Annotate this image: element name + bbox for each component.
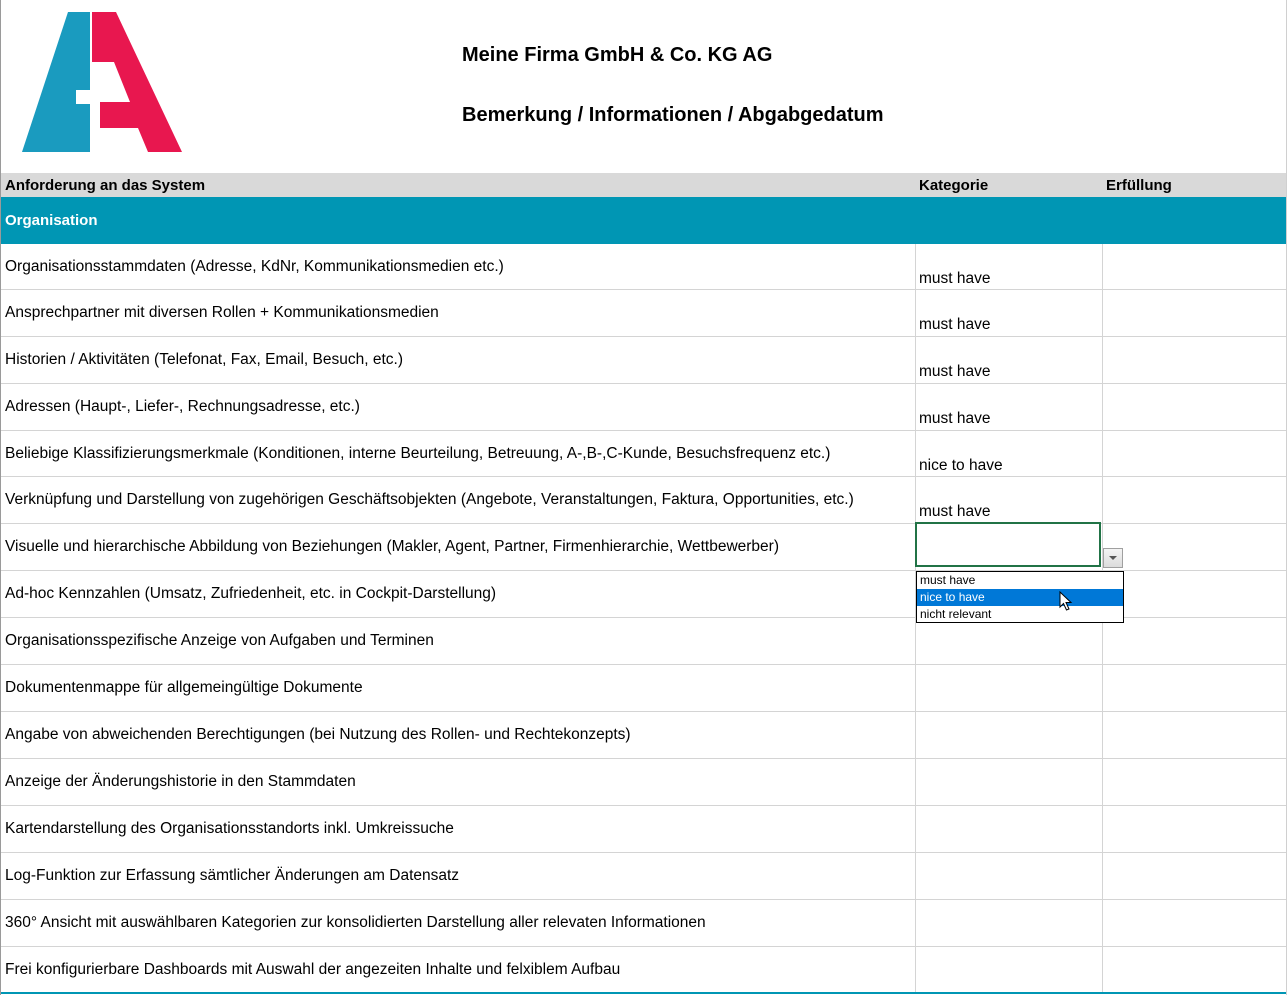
company-title: Meine Firma GmbH & Co. KG AG [462,44,773,66]
requirement-cell[interactable]: Angabe von abweichenden Berechtigungen (bei Nutzung des Rollen- und Rechtekonzepts) [5,726,631,743]
table-row[interactable] [1,947,1286,994]
selected-category-cell[interactable] [915,522,1101,567]
category-cell[interactable]: must have [919,503,991,520]
table-row[interactable] [1,290,1286,337]
table-row[interactable] [1,900,1286,947]
document-subtitle: Bemerkung / Informationen / Abgabgedatum [462,104,884,126]
column-header-category[interactable]: Kategorie [919,177,989,194]
requirement-cell[interactable]: Frei konfigurierbare Dashboards mit Auswahl der angezeiten Inhalte und felxiblem Aufbau [5,961,621,978]
dropdown-arrow-icon[interactable] [1103,548,1123,568]
requirement-cell[interactable]: Organisationsstammdaten (Adresse, KdNr, Kommunikationsmedien etc.) [5,258,504,275]
requirement-cell[interactable]: Ansprechpartner mit diversen Rollen + Kommunikationsmedien [5,304,439,321]
category-cell[interactable]: must have [919,410,991,427]
requirement-cell[interactable]: Adressen (Haupt-, Liefer-, Rechnungsadresse, etc.) [5,398,360,415]
requirement-cell[interactable]: Visuelle und hierarchische Abbildung von Beziehungen (Makler, Agent, Partner, Firmenhierarchie, Wettbewerber) [5,538,780,555]
dropdown-option-nicht-relevant[interactable]: nicht relevant [920,607,992,621]
dropdown-option-must-have[interactable]: must have [920,573,976,587]
requirement-cell[interactable]: Verknüpfung und Darstellung von zugehörigen Geschäftsobjekten (Angebote, Veranstaltungen, Faktura, Opportunities, etc.) [5,491,854,508]
category-cell[interactable]: must have [919,316,991,333]
category-cell[interactable]: must have [919,363,991,380]
category-dropdown-list[interactable] [916,571,1124,623]
category-cell[interactable]: nice to have [919,457,1003,474]
table-row[interactable] [1,244,1286,290]
letter-a-logo-icon [20,10,185,155]
dropdown-option-nice-to-have[interactable]: nice to have [917,589,1123,606]
column-header-fulfillment[interactable]: Erfüllung [1106,177,1172,194]
table-row[interactable] [1,431,1286,477]
table-row[interactable] [1,477,1286,524]
column-header-requirement[interactable]: Anforderung an das System [5,177,206,194]
table-row[interactable] [1,337,1286,384]
requirement-cell[interactable]: Organisationsspezifische Anzeige von Aufgaben und Terminen [5,632,434,649]
requirement-cell[interactable]: Anzeige der Änderungshistorie in den Stammdaten [5,773,356,790]
table-row[interactable] [1,384,1286,431]
category-cell[interactable]: must have [919,270,991,287]
requirement-cell[interactable]: Historien / Aktivitäten (Telefonat, Fax, Email, Besuch, etc.) [5,351,403,368]
table-bottom-border [1,992,1286,994]
requirement-cell[interactable]: 360° Ansicht mit auswählbaren Kategorien zur konsolidierten Darstellung aller relevaten Informationen [5,914,706,931]
table-row[interactable] [1,759,1286,806]
column-header-row [1,173,1286,197]
table-row[interactable] [1,806,1286,853]
requirement-cell[interactable]: Log-Funktion zur Erfassung sämtlicher Änderungen am Datensatz [5,867,460,884]
mouse-pointer-icon [1059,591,1073,612]
requirement-cell[interactable]: Beliebige Klassifizierungsmerkmale (Konditionen, interne Beurteilung, Betreuung, A-,B-,C-Kunde, Besuchsfrequenz etc.) [5,445,831,462]
table-row[interactable] [1,665,1286,712]
table-row[interactable] [1,853,1286,900]
section-organisation[interactable] [1,197,1286,244]
requirement-cell[interactable]: Dokumentenmappe für allgemeingültige Dokumente [5,679,363,696]
requirement-cell[interactable]: Ad-hoc Kennzahlen (Umsatz, Zufriedenheit, etc. in Cockpit-Darstellung) [5,585,497,602]
section-label: Organisation [5,212,98,229]
table-row[interactable] [1,712,1286,759]
requirement-cell[interactable]: Kartendarstellung des Organisationsstandorts inkl. Umkreissuche [5,820,454,837]
table-row[interactable] [1,618,1286,665]
